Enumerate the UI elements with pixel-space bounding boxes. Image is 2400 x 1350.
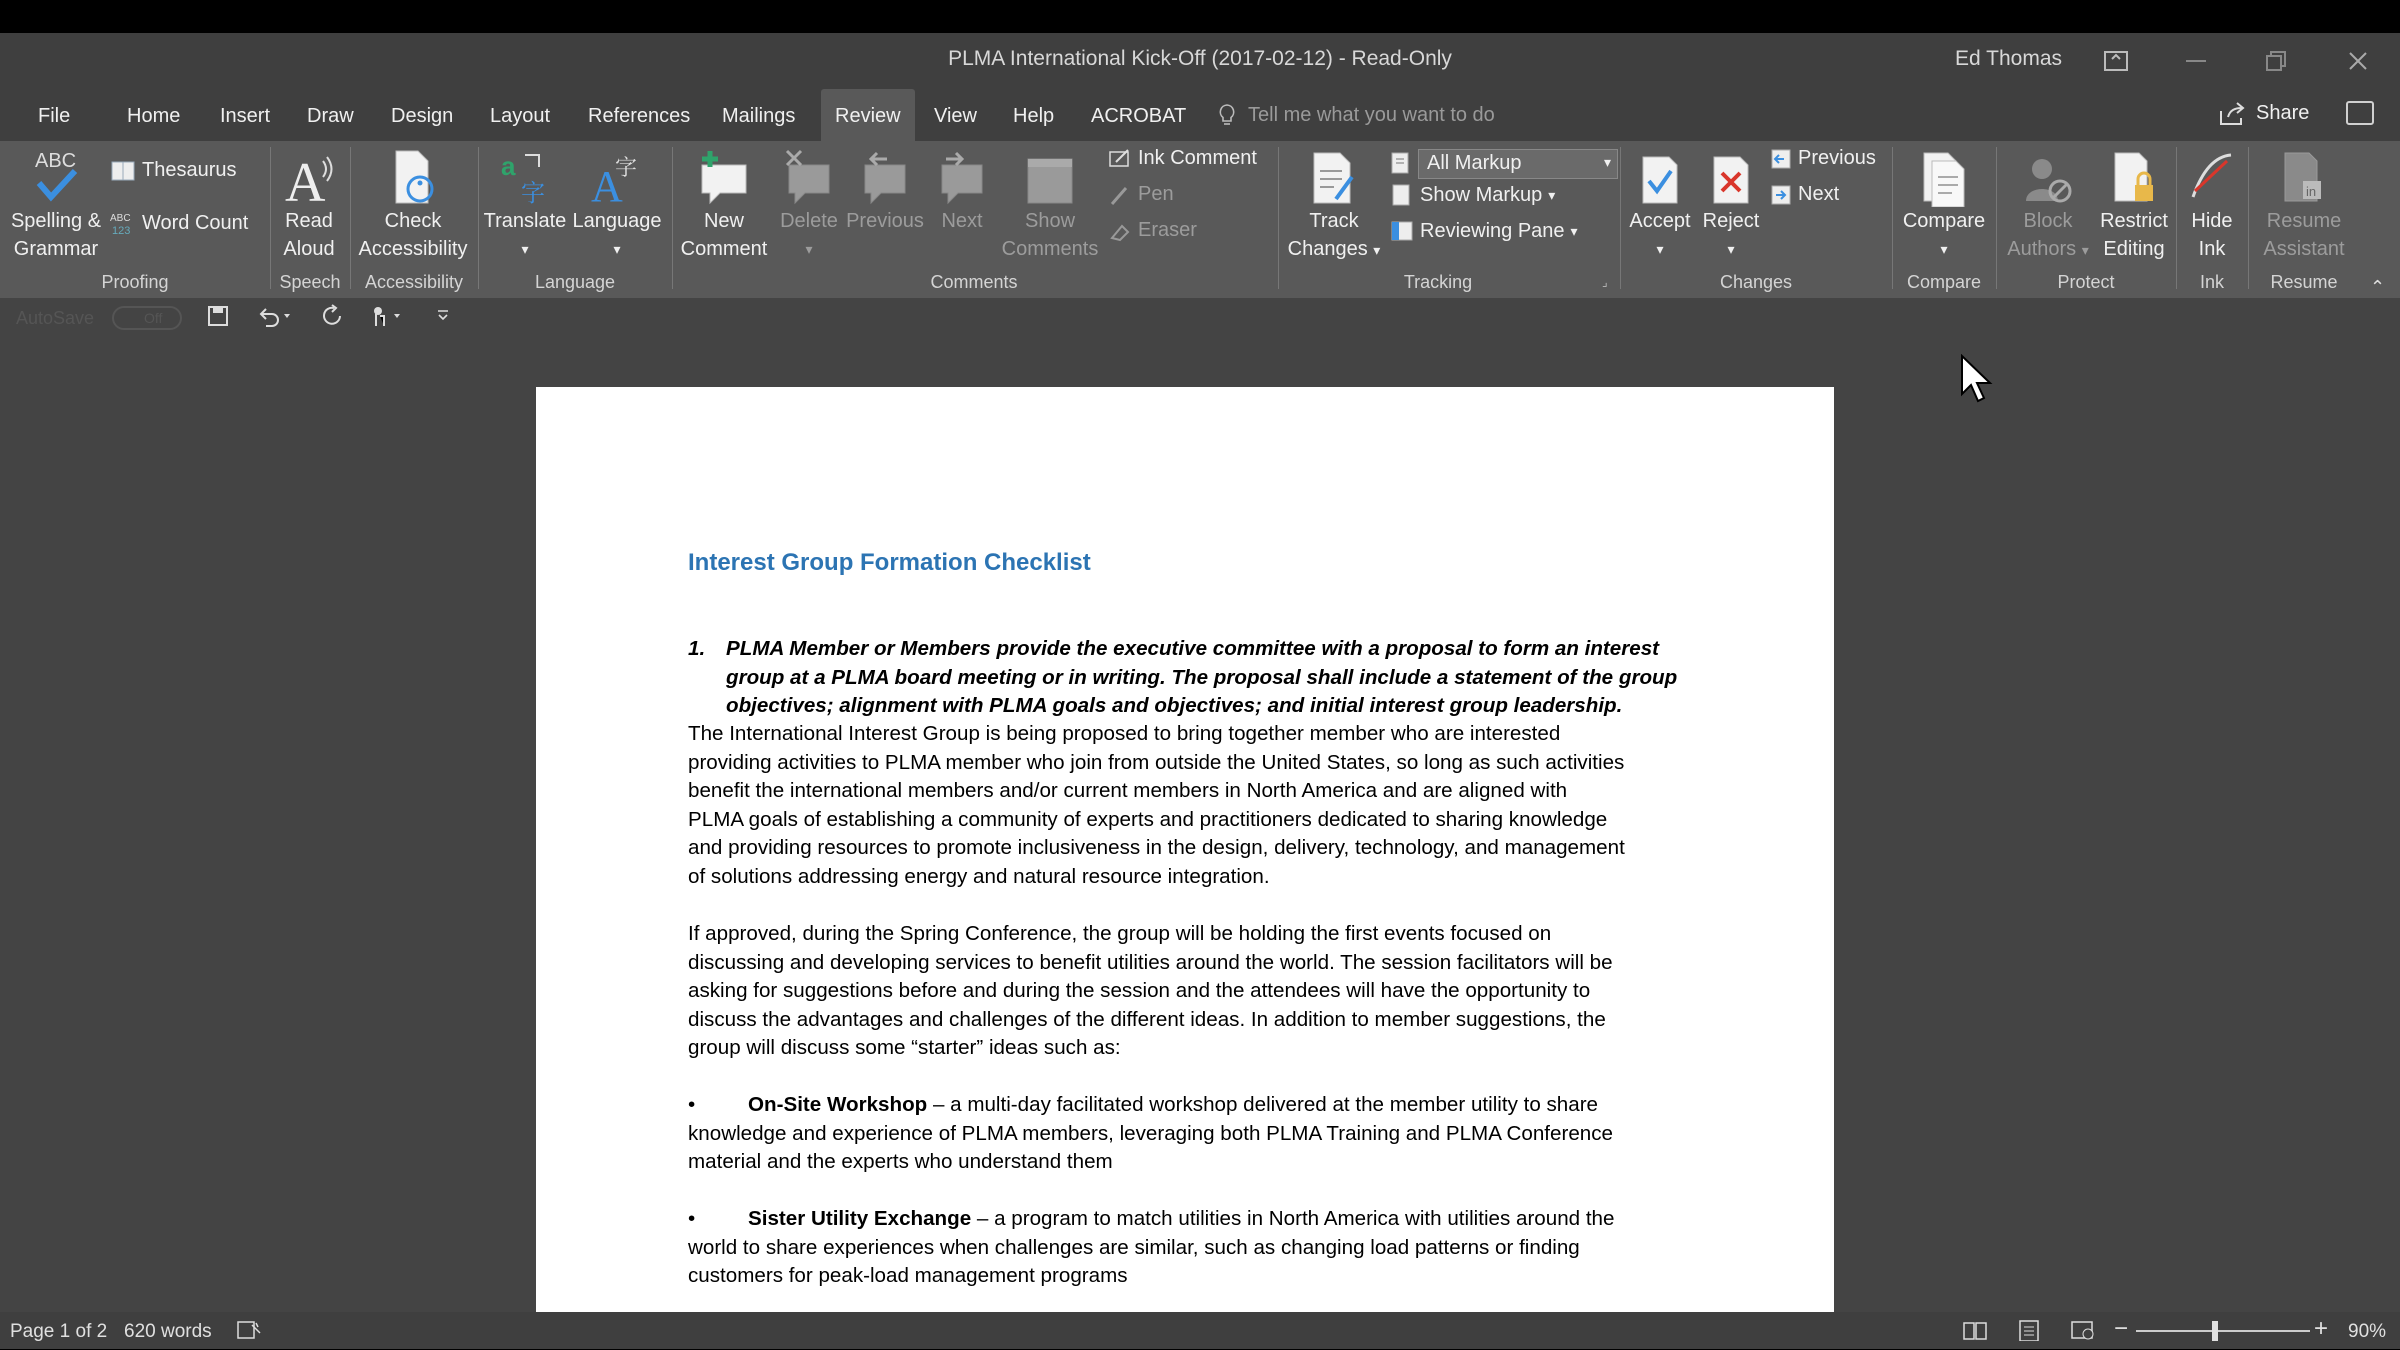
chevron-down-icon: ▾ (1570, 222, 1578, 239)
reviewing-pane-button[interactable]: Reviewing Pane ▾ (1390, 219, 1578, 243)
previous-comment-icon (842, 145, 928, 207)
block-authors-icon (2000, 145, 2096, 207)
compare-icon (1896, 145, 1992, 207)
tab-references[interactable]: References (588, 105, 691, 127)
tab-review[interactable]: Review (821, 89, 915, 141)
restrict-editing-icon (2094, 145, 2174, 207)
status-bar (0, 1312, 2400, 1349)
previous-change-icon (1770, 148, 1792, 170)
svg-text:123: 123 (112, 225, 131, 235)
next-comment-button[interactable]: Next (928, 145, 996, 235)
paragraph-spring-conference: If approved, during the Spring Conference, the group will be holding the first events focused on discussing and developing services to benefit utilities around the world. The session facilitators will be asking for suggestions before and during the session and the attendees will have the opportunity to discuss the advantages and challenges of the different ideas. In addition to member suggestions, the group will discuss some “starter” ideas such as: (688, 922, 1613, 1059)
spelling-grammar-button[interactable]: ABC Spelling & Grammar (4, 145, 108, 263)
svg-text:A: A (285, 152, 326, 207)
zoom-out-icon[interactable]: − (2114, 1315, 2129, 1342)
group-divider (1892, 147, 1893, 289)
ribbon-display-options-icon[interactable] (2076, 33, 2156, 89)
group-label-ink: Ink (2199, 272, 2224, 292)
show-comments-button[interactable]: Show Comments (996, 145, 1104, 263)
bullet-term: Sister Utility Exchange (748, 1207, 972, 1230)
item-number: 1. (688, 637, 706, 660)
chevron-down-icon: ▾ (2081, 242, 2089, 258)
display-for-review-icon (1390, 151, 1414, 180)
next-change-icon (1770, 184, 1792, 206)
tab-home[interactable]: Home (127, 105, 181, 127)
read-aloud-icon (274, 145, 344, 207)
print-layout-icon[interactable] (2016, 1319, 2042, 1347)
comments-pane-icon[interactable] (2346, 101, 2374, 125)
svg-text:in: in (2306, 184, 2317, 199)
tab-view[interactable]: View (934, 105, 977, 127)
menu-bar (0, 89, 2400, 141)
group-label-language: Language (534, 272, 616, 292)
tab-draw[interactable]: Draw (307, 105, 354, 127)
group-label-changes: Changes (1719, 272, 1793, 292)
thesaurus-button[interactable]: Thesaurus (110, 159, 237, 182)
read-mode-icon[interactable] (1962, 1319, 1988, 1347)
window-title: PLMA International Kick-Off (2017-02-12) - Read-Only (948, 47, 1452, 70)
word-count-button[interactable]: ABC 123 Word Count (110, 211, 249, 235)
group-divider (2248, 147, 2249, 289)
ink-comment-button[interactable]: Ink Comment (1108, 147, 1257, 170)
group-divider (672, 147, 673, 289)
bullet-point: • (688, 1207, 696, 1230)
group-label-comments: Comments (930, 272, 1018, 292)
hide-ink-icon (2180, 145, 2244, 207)
tab-design[interactable]: Design (391, 105, 454, 127)
display-for-review-select[interactable]: All Markup ▾ (1418, 149, 1618, 179)
lightbulb-icon (1218, 103, 1236, 132)
user-name[interactable]: Ed Thomas (1955, 47, 2062, 70)
eraser-button[interactable]: Eraser (1108, 219, 1197, 242)
mouse-cursor-icon (1960, 354, 1994, 409)
chevron-down-icon: ▾ (805, 241, 813, 257)
customize-toolbar-icon[interactable] (436, 308, 450, 327)
tell-me-search[interactable]: Tell me what you want to do (1248, 104, 1495, 126)
word-count[interactable]: 620 words (124, 1321, 212, 1342)
restore-icon[interactable] (2236, 33, 2316, 89)
chevron-down-icon: ▾ (1727, 241, 1735, 257)
chevron-down-icon: ▾ (1373, 242, 1381, 258)
tab-file[interactable]: File (38, 105, 71, 127)
delete-comment-button[interactable]: Delete ▾ (774, 145, 844, 263)
reviewing-pane-icon (1390, 219, 1414, 243)
translate-icon (482, 145, 568, 207)
resume-assistant-button[interactable]: in Resume Assistant (2250, 145, 2358, 263)
redo-icon[interactable] (320, 304, 346, 335)
spelling-check-icon (4, 145, 108, 207)
item-text: PLMA Member or Members provide the executive committee with a proposal to form an interest group at a PLMA board meeting or in writing. The proposal shall include a statement of the group objectives; alignment with PLMA goals and objectives; and initial interest group leadership. (726, 637, 1678, 717)
group-divider (1620, 147, 1621, 289)
group-divider (1996, 147, 1997, 289)
thesaurus-icon (110, 160, 136, 182)
pen-button[interactable]: Pen (1108, 183, 1174, 206)
ink-comment-icon (1108, 148, 1132, 170)
pen-icon (1108, 184, 1132, 206)
show-comments-icon (996, 145, 1104, 207)
block-authors-button[interactable]: Block Authors ▾ (2000, 145, 2096, 264)
paragraph-intro: The International Interest Group is being proposed to bring together member who are interested providing activities to PLMA member who join from outside the United States, so long as such activities benefit the international members and/or current members in North America and are aligned with PLMA goals of establishing a community of experts and practitioners dedicated to sharing knowledge and providing resources to promote inclusiveness in the design, delivery, technology, and management of solutions addressing energy and natural resource integration. (688, 722, 1625, 888)
svg-text:a: a (501, 151, 516, 181)
word-window (0, 33, 2400, 1342)
close-icon[interactable] (2318, 33, 2398, 89)
bullet-on-site-workshop: • On-Site Workshop – a multi-day facilitated workshop delivered at the member utility to share knowledge and experience of PLMA members, leveraging both PLMA Training and PLMA Conference material and the experts who understand them (688, 1093, 1613, 1173)
restrict-editing-button[interactable]: Restrict Editing (2094, 145, 2174, 263)
hide-ink-button[interactable]: Hide Ink (2180, 145, 2244, 263)
group-label-proofing: Proofing (101, 272, 169, 292)
language-button[interactable]: A 字 Language ▾ (570, 145, 664, 263)
tab-acrobat[interactable]: ACROBAT (1091, 105, 1187, 127)
chevron-down-icon: ▾ (1548, 186, 1556, 203)
next-change-button[interactable]: Next (1770, 183, 1839, 206)
document-title: Interest Group Formation Checklist (688, 549, 1091, 576)
accept-icon (1624, 145, 1696, 207)
chevron-down-icon: ▾ (1940, 241, 1948, 257)
zoom-level[interactable]: 90% (2348, 1321, 2387, 1342)
group-label-accessibility: Accessibility (364, 272, 464, 292)
document-page[interactable] (536, 387, 1834, 1312)
accessibility-icon (352, 145, 474, 207)
eraser-icon (1108, 220, 1132, 242)
check-accessibility-button[interactable]: Check Accessibility (352, 145, 474, 263)
svg-text:ABC: ABC (35, 150, 77, 172)
group-label-compare: Compare (1906, 272, 1982, 292)
group-label-resume: Resume (2270, 272, 2338, 292)
zoom-slider[interactable] (2136, 1330, 2310, 1332)
title-bar (0, 33, 2400, 89)
checklist-item-1 (688, 635, 1688, 721)
autosave-label: AutoSave (16, 308, 95, 328)
reject-button[interactable]: Reject ▾ (1696, 145, 1766, 263)
tab-insert[interactable]: Insert (220, 105, 271, 127)
new-comment-button[interactable]: New Comment (676, 145, 772, 263)
chevron-down-icon: ▾ (613, 241, 621, 257)
group-divider (478, 147, 479, 289)
group-label-tracking: Tracking (1403, 272, 1473, 292)
tab-help[interactable]: Help (1013, 105, 1055, 127)
svg-text:字: 字 (615, 155, 638, 180)
group-divider (270, 147, 271, 289)
group-label-protect: Protect (2057, 272, 2115, 292)
chevron-down-icon: ▾ (521, 241, 529, 257)
bullet-point: • (688, 1093, 696, 1116)
group-divider (2176, 147, 2177, 289)
show-markup-icon (1390, 183, 1414, 207)
quick-access-toolbar (0, 298, 2400, 338)
minimize-icon[interactable] (2156, 33, 2236, 89)
dialog-launcher-icon[interactable]: ⌟ (1602, 275, 1608, 289)
zoom-in-icon[interactable]: + (2314, 1315, 2329, 1342)
accept-button[interactable]: Accept ▾ (1624, 145, 1696, 263)
bullet-term: On-Site Workshop (748, 1093, 928, 1116)
autosave-toggle[interactable]: Off (112, 306, 182, 330)
chevron-down-icon: ▾ (1656, 241, 1664, 257)
touch-mode-icon[interactable] (368, 304, 408, 335)
group-label-speech: Speech (279, 272, 341, 292)
tab-mailings[interactable]: Mailings (722, 105, 796, 127)
show-markup-button[interactable]: Show Markup ▾ (1390, 183, 1555, 207)
translate-button[interactable]: a 字 Translate ▾ (482, 145, 568, 263)
collapse-ribbon-icon[interactable]: ⌃ (2370, 277, 2386, 297)
tab-layout[interactable]: Layout (490, 105, 551, 127)
delete-comment-icon (774, 145, 844, 207)
web-layout-icon[interactable] (2070, 1319, 2096, 1347)
compare-button[interactable]: Compare ▾ (1896, 145, 1992, 263)
share-icon[interactable] (2218, 101, 2248, 132)
new-comment-icon (676, 145, 772, 207)
svg-text:ABC: ABC (110, 213, 131, 224)
save-icon[interactable] (206, 304, 230, 335)
previous-comment-button[interactable]: Previous (842, 145, 928, 235)
ribbon-review (0, 141, 2400, 298)
svg-text:A: A (591, 162, 623, 207)
group-divider (350, 147, 351, 289)
resume-assistant-icon (2250, 145, 2358, 207)
undo-icon[interactable] (256, 304, 292, 335)
language-icon (570, 145, 664, 207)
reject-icon (1696, 145, 1766, 207)
svg-text:字: 字 (521, 180, 545, 207)
bullet-sister-utility-exchange: • Sister Utility Exchange – a program to match utilities in North America with utilities around the world to share experiences when challenges are similar, such as changing load patterns or finding customers for peak-load management programs (688, 1207, 1615, 1287)
previous-change-button[interactable]: Previous (1770, 147, 1876, 170)
proofing-status-icon[interactable] (236, 1319, 262, 1347)
track-changes-icon (1282, 145, 1386, 207)
page-count[interactable]: Page 1 of 2 (10, 1321, 108, 1342)
group-divider (1278, 147, 1279, 289)
word-count-icon (110, 211, 136, 235)
next-comment-icon (928, 145, 996, 207)
track-changes-button[interactable]: Track Changes ▾ (1282, 145, 1386, 264)
chevron-down-icon: ▾ (1603, 154, 1611, 170)
read-aloud-button[interactable]: A Read Aloud (274, 145, 344, 263)
share-button[interactable]: Share (2256, 102, 2310, 124)
zoom-slider-thumb[interactable] (2212, 1321, 2218, 1341)
